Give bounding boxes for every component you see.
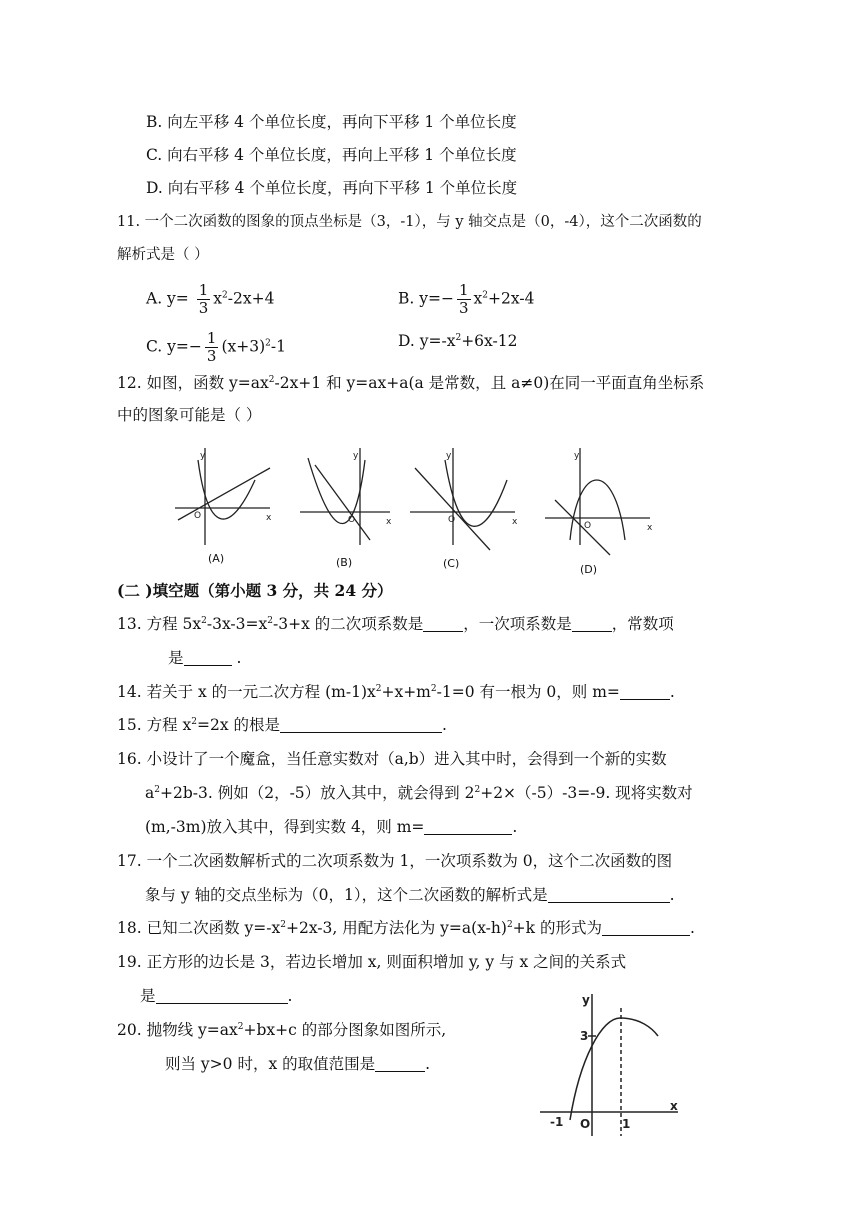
q20-figure: [540, 988, 690, 1138]
caption-d: (D): [580, 563, 598, 576]
section-title: (二 )填空题（第小题 3 分，共 24 分）: [117, 581, 393, 600]
q17-stem: 17. 一个二次函数解析式的二次项系数为 1，一次项系数为 0，这个二次函数的图: [117, 852, 673, 870]
q20-blank[interactable]: [375, 1055, 425, 1072]
q16-blank[interactable]: [424, 818, 512, 835]
q19-stem: 19. 正方形的边长是 3，若边长增加 x, 则面积增加 y, y 与 x 之间的关系式: [117, 953, 627, 971]
svg-text:x: x: [512, 517, 518, 527]
svg-text:y: y: [446, 451, 452, 461]
graph-b: [300, 448, 390, 545]
q13-blank-1[interactable]: [423, 615, 463, 632]
svg-text:O: O: [580, 1117, 591, 1131]
q12-stem: 12. 如图，函数 $y=ax^2-2x+1$ 和 y=ax+a(a 是常数，且 a≠0)在同一平面直角坐标系: [117, 374, 705, 392]
svg-text:O: O: [584, 521, 592, 531]
caption-b: (B): [336, 556, 353, 569]
caption-a: (A): [208, 552, 225, 565]
option-d: D. 向右平移 4 个单位长度，再向下平移 1 个单位长度: [146, 179, 518, 197]
q19-blank[interactable]: [156, 987, 288, 1004]
q18-blank[interactable]: [602, 919, 690, 936]
graph-d: [545, 448, 650, 555]
q13-stem: 13. 方程 $5x^2-3x-3=x^2-3+x$ 的二次项系数是 ，一次项系数是 ，常数项: [117, 615, 674, 633]
svg-text:3: 3: [580, 1029, 589, 1043]
q20-stem: 20. 抛物线 $y=ax^2+bx+c$ 的部分图象如图所示,: [117, 1021, 447, 1039]
svg-text:O: O: [348, 515, 356, 525]
option-c: C. 向右平移 4 个单位长度，再向上平移 1 个单位长度: [146, 146, 517, 164]
svg-text:x: x: [670, 1099, 678, 1113]
q15-blank[interactable]: [280, 716, 442, 733]
q13-stem-2: 是 .: [168, 649, 242, 667]
graph-c: [410, 448, 515, 550]
svg-text:O: O: [194, 511, 202, 521]
q15-stem: 15. 方程 $x^2=2x$ 的根是 .: [117, 716, 447, 734]
svg-text:x: x: [647, 523, 653, 533]
q18-stem: 18. 已知二次函数 $y=-x^2+2x-3$, 用配方法化为 $y=a(x-h)^2+k$ 的形式为 .: [117, 919, 695, 937]
q13-blank-2[interactable]: [572, 615, 612, 632]
svg-text:O: O: [448, 515, 456, 525]
svg-text:x: x: [266, 513, 272, 523]
svg-text:x: x: [386, 517, 392, 527]
graph-a: [175, 448, 270, 545]
q11-option-d: D. $y=-x^2+6x-12$: [398, 332, 518, 350]
svg-text:1: 1: [622, 1117, 631, 1131]
q14-blank[interactable]: [620, 683, 670, 700]
q14-stem: 14. 若关于 x 的一元二次方程 $(m-1)x^2+x+m^2-1=0$ 有一根为 0，则 m= .: [117, 683, 675, 701]
q11-option-b: B. y=− $\frac{1}{3}$ $x^2+2x-4$: [398, 281, 535, 317]
svg-text:-1: -1: [550, 1115, 564, 1129]
q17-blank[interactable]: [548, 886, 670, 903]
option-b: B. 向左平移 4 个单位长度，再向下平移 1 个单位长度: [146, 113, 517, 131]
q12-figures: [160, 440, 680, 575]
q20-stem-2: 则当 y>0 时，x 的取值范围是 .: [165, 1055, 431, 1073]
q16-stem-3: (m,-3m)放入其中，得到实数 4，则 m= .: [145, 818, 518, 836]
q19-stem-2: 是 .: [140, 987, 293, 1005]
svg-text:y: y: [200, 451, 206, 461]
q11-option-c: C. y=− $\frac{1}{3}$ $(x+3)^2-1$: [146, 329, 286, 365]
q16-stem: 16. 小设计了一个魔盒，当任意实数对（a,b）进入其中时，会得到一个新的实数: [117, 750, 667, 768]
q16-stem-2: $a^2+2b-3$. 例如（2，-5）放入其中，就会得到 $2^2+2\times(-5)-3=-9$. 现将实数对: [145, 784, 693, 802]
q13-blank-3[interactable]: [184, 649, 232, 666]
q11-option-a: A. y= $\frac{1}{3}$ $x^2-2x+4$: [146, 281, 275, 317]
svg-text:y: y: [574, 451, 580, 461]
caption-c: (C): [443, 557, 460, 570]
q11-stem-2: 解析式是（ ）: [117, 247, 209, 263]
svg-text:y: y: [353, 451, 359, 461]
q17-stem-2: 象与 y 轴的交点坐标为（0，1），这个二次函数的解析式是 .: [145, 886, 675, 904]
q11-stem: 11. 一个二次函数的图象的顶点坐标是（3，-1），与 y 轴交点是（0，-4），这个二次函数的: [117, 214, 702, 230]
svg-text:y: y: [582, 993, 590, 1007]
q12-stem-2: 中的图象可能是（ ）: [117, 406, 262, 424]
